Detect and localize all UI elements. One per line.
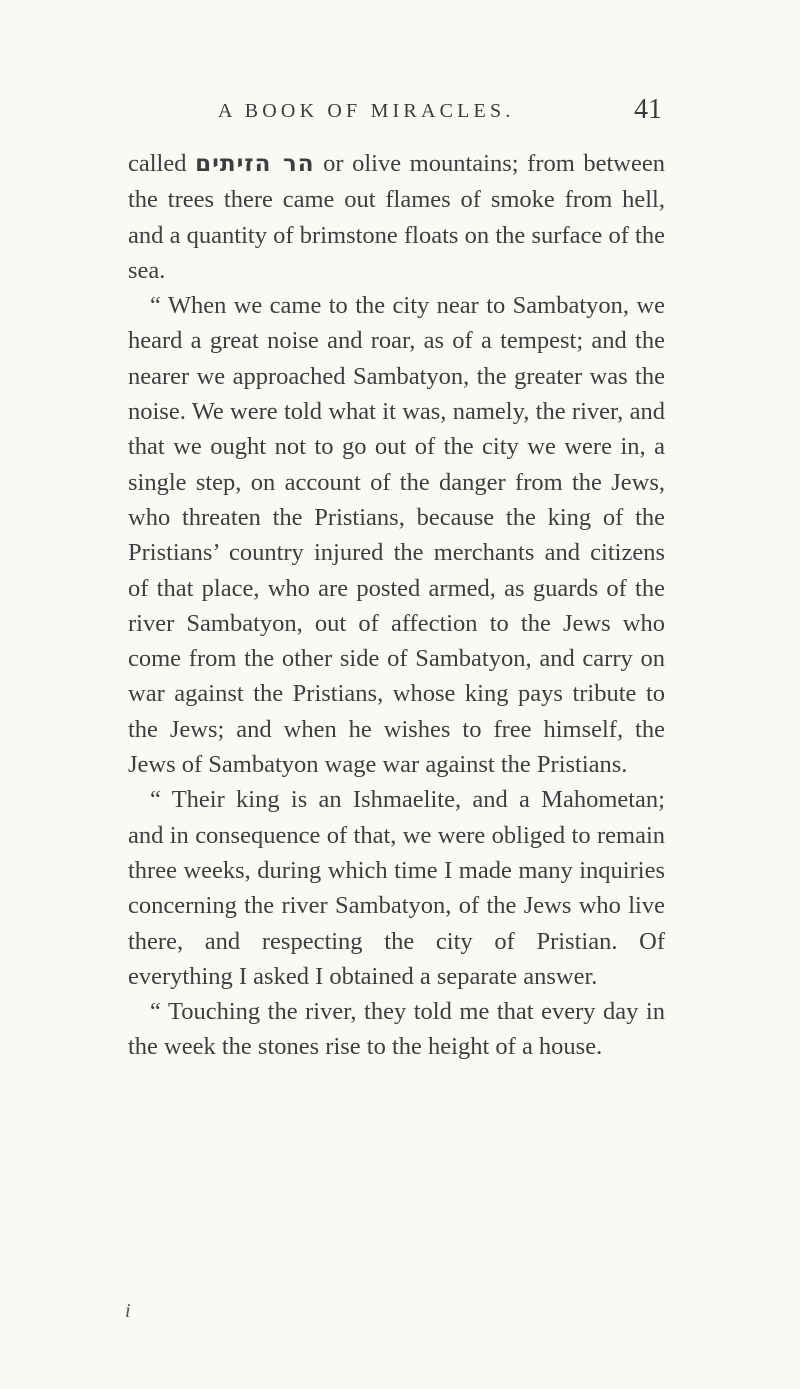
margin-mark: i xyxy=(125,1300,131,1322)
paragraph-2: “ When we came to the city near to Sambatyon, we heard a great noise and roar, as of a tempest; and the nearer we approached Sambatyon, the greater was the noise. We were told what it was, namely, the river, and that we ought not to go out of the city we were in, a single step, on account of the danger from the Jews, who threaten the Pristians, because the king of the Pristians’ country injured the merchants and citizens of that place, who are posted armed, as guards of the river Sambatyon, out of affection to the Jews who come from the other side of Sambatyon, and carry on war against the Pristians, whose king pays tribute to the Jews; and when he wishes to free himself, the Jews of Sambatyon wage war against the Pristians. xyxy=(128,292,665,779)
hebrew-phrase: הר הזיתים xyxy=(195,151,315,177)
page-body xyxy=(128,146,665,1065)
running-header xyxy=(128,94,662,134)
paragraph-1 xyxy=(128,146,665,288)
running-title: A BOOK OF MIRACLES. xyxy=(218,100,515,122)
page-number: 41 xyxy=(634,94,662,125)
paragraph-3: “ Their king is an Ishmaelite, and a Mahometan; and in consequence of that, we were obliged to remain three weeks, during which time I made many inquiries concerning the river Sambatyon, of the Jews who live there, and respecting the city of Pristian. Of everything I asked I obtained a separate answer. xyxy=(128,786,665,990)
paragraph-1-rest: or olive mountains; from between the trees there came out flames of smoke from hell, and a quantity of brimstone floats on the surface of the sea. xyxy=(128,150,665,284)
paragraph-1-lead: called xyxy=(128,150,196,177)
paragraph-4: “ Touching the river, they told me that every day in the week the stones rise to the height of a house. xyxy=(128,998,665,1061)
